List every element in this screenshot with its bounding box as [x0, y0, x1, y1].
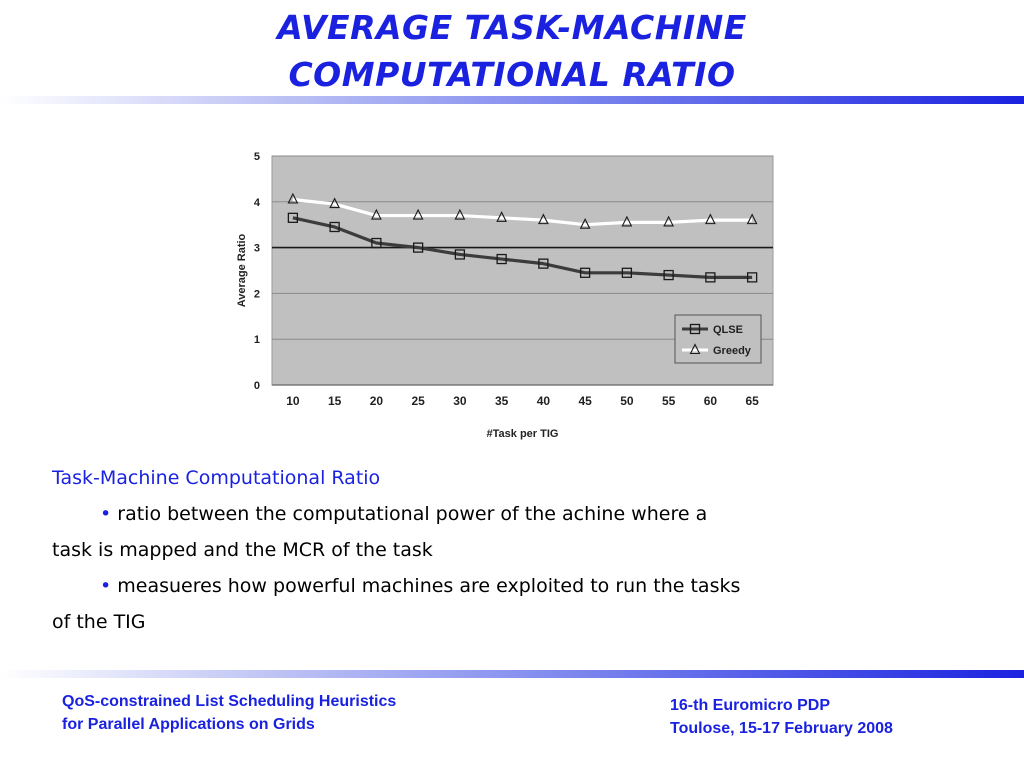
y-tick-label: 5 [253, 151, 260, 163]
y-tick-label: 3 [253, 242, 260, 255]
title-line-1: AVERAGE TASK-MACHINE [277, 8, 747, 47]
title-line-2: COMPUTATIONAL RATIO [288, 55, 736, 94]
footer-paper-title [62, 690, 396, 736]
bullet-1-text: ratio between the computational power of the achine where a [117, 503, 708, 525]
y-tick-label: 2 [253, 288, 260, 301]
y-tick-label: 4 [253, 196, 260, 209]
top-divider-bar [0, 96, 1024, 104]
bullet-1-first-line [52, 496, 952, 532]
x-tick-label: 10 [286, 394, 300, 408]
bullet-2-first-line [52, 568, 952, 604]
bullet-2-second-line: of the TIG [52, 611, 146, 633]
x-tick-label: 45 [578, 394, 592, 408]
x-tick-label: 65 [745, 394, 759, 408]
y-axis-title: Average Ratio [236, 233, 248, 308]
body-heading: Task-Machine Computational Ratio [52, 467, 381, 489]
x-tick-label: 50 [620, 394, 634, 408]
bullet-1-second-line: task is mapped and the MCR of the task [52, 539, 433, 561]
x-tick-label: 25 [411, 394, 425, 408]
footer-left-line-1: QoS-constrained List Scheduling Heuristics [62, 693, 397, 710]
x-tick-label: 15 [327, 394, 342, 408]
x-tick-label: 30 [453, 394, 467, 408]
bullet-1-glyph: • [100, 503, 112, 525]
bullet-2-text: measueres how powerful machines are exploited to run the tasks [117, 575, 741, 597]
footer-right-line-1: 16-th Euromicro PDP [670, 697, 831, 714]
slide-body [52, 460, 952, 640]
y-tick-label: 0 [253, 380, 260, 392]
x-tick-label: 35 [494, 394, 509, 408]
x-tick-label: 20 [369, 394, 384, 408]
bottom-divider-bar [0, 670, 1024, 678]
x-tick-label: 40 [536, 394, 551, 408]
bullet-2-glyph: • [100, 575, 112, 597]
y-tick-label: 1 [253, 334, 260, 347]
slide-title [0, 4, 1024, 98]
footer-left-line-2: for Parallel Applications on Grids [62, 716, 315, 733]
footer-right-line-2: Toulose, 15-17 February 2008 [670, 720, 893, 737]
average-ratio-chart [220, 140, 780, 450]
x-axis-title: #Task per TIG [486, 428, 559, 440]
x-tick-label: 55 [661, 394, 676, 408]
footer-conference [670, 694, 893, 740]
legend-label-greedy: Greedy [713, 345, 751, 357]
legend-label-qlse: QLSE [713, 324, 743, 336]
x-tick-label: 60 [703, 394, 718, 408]
